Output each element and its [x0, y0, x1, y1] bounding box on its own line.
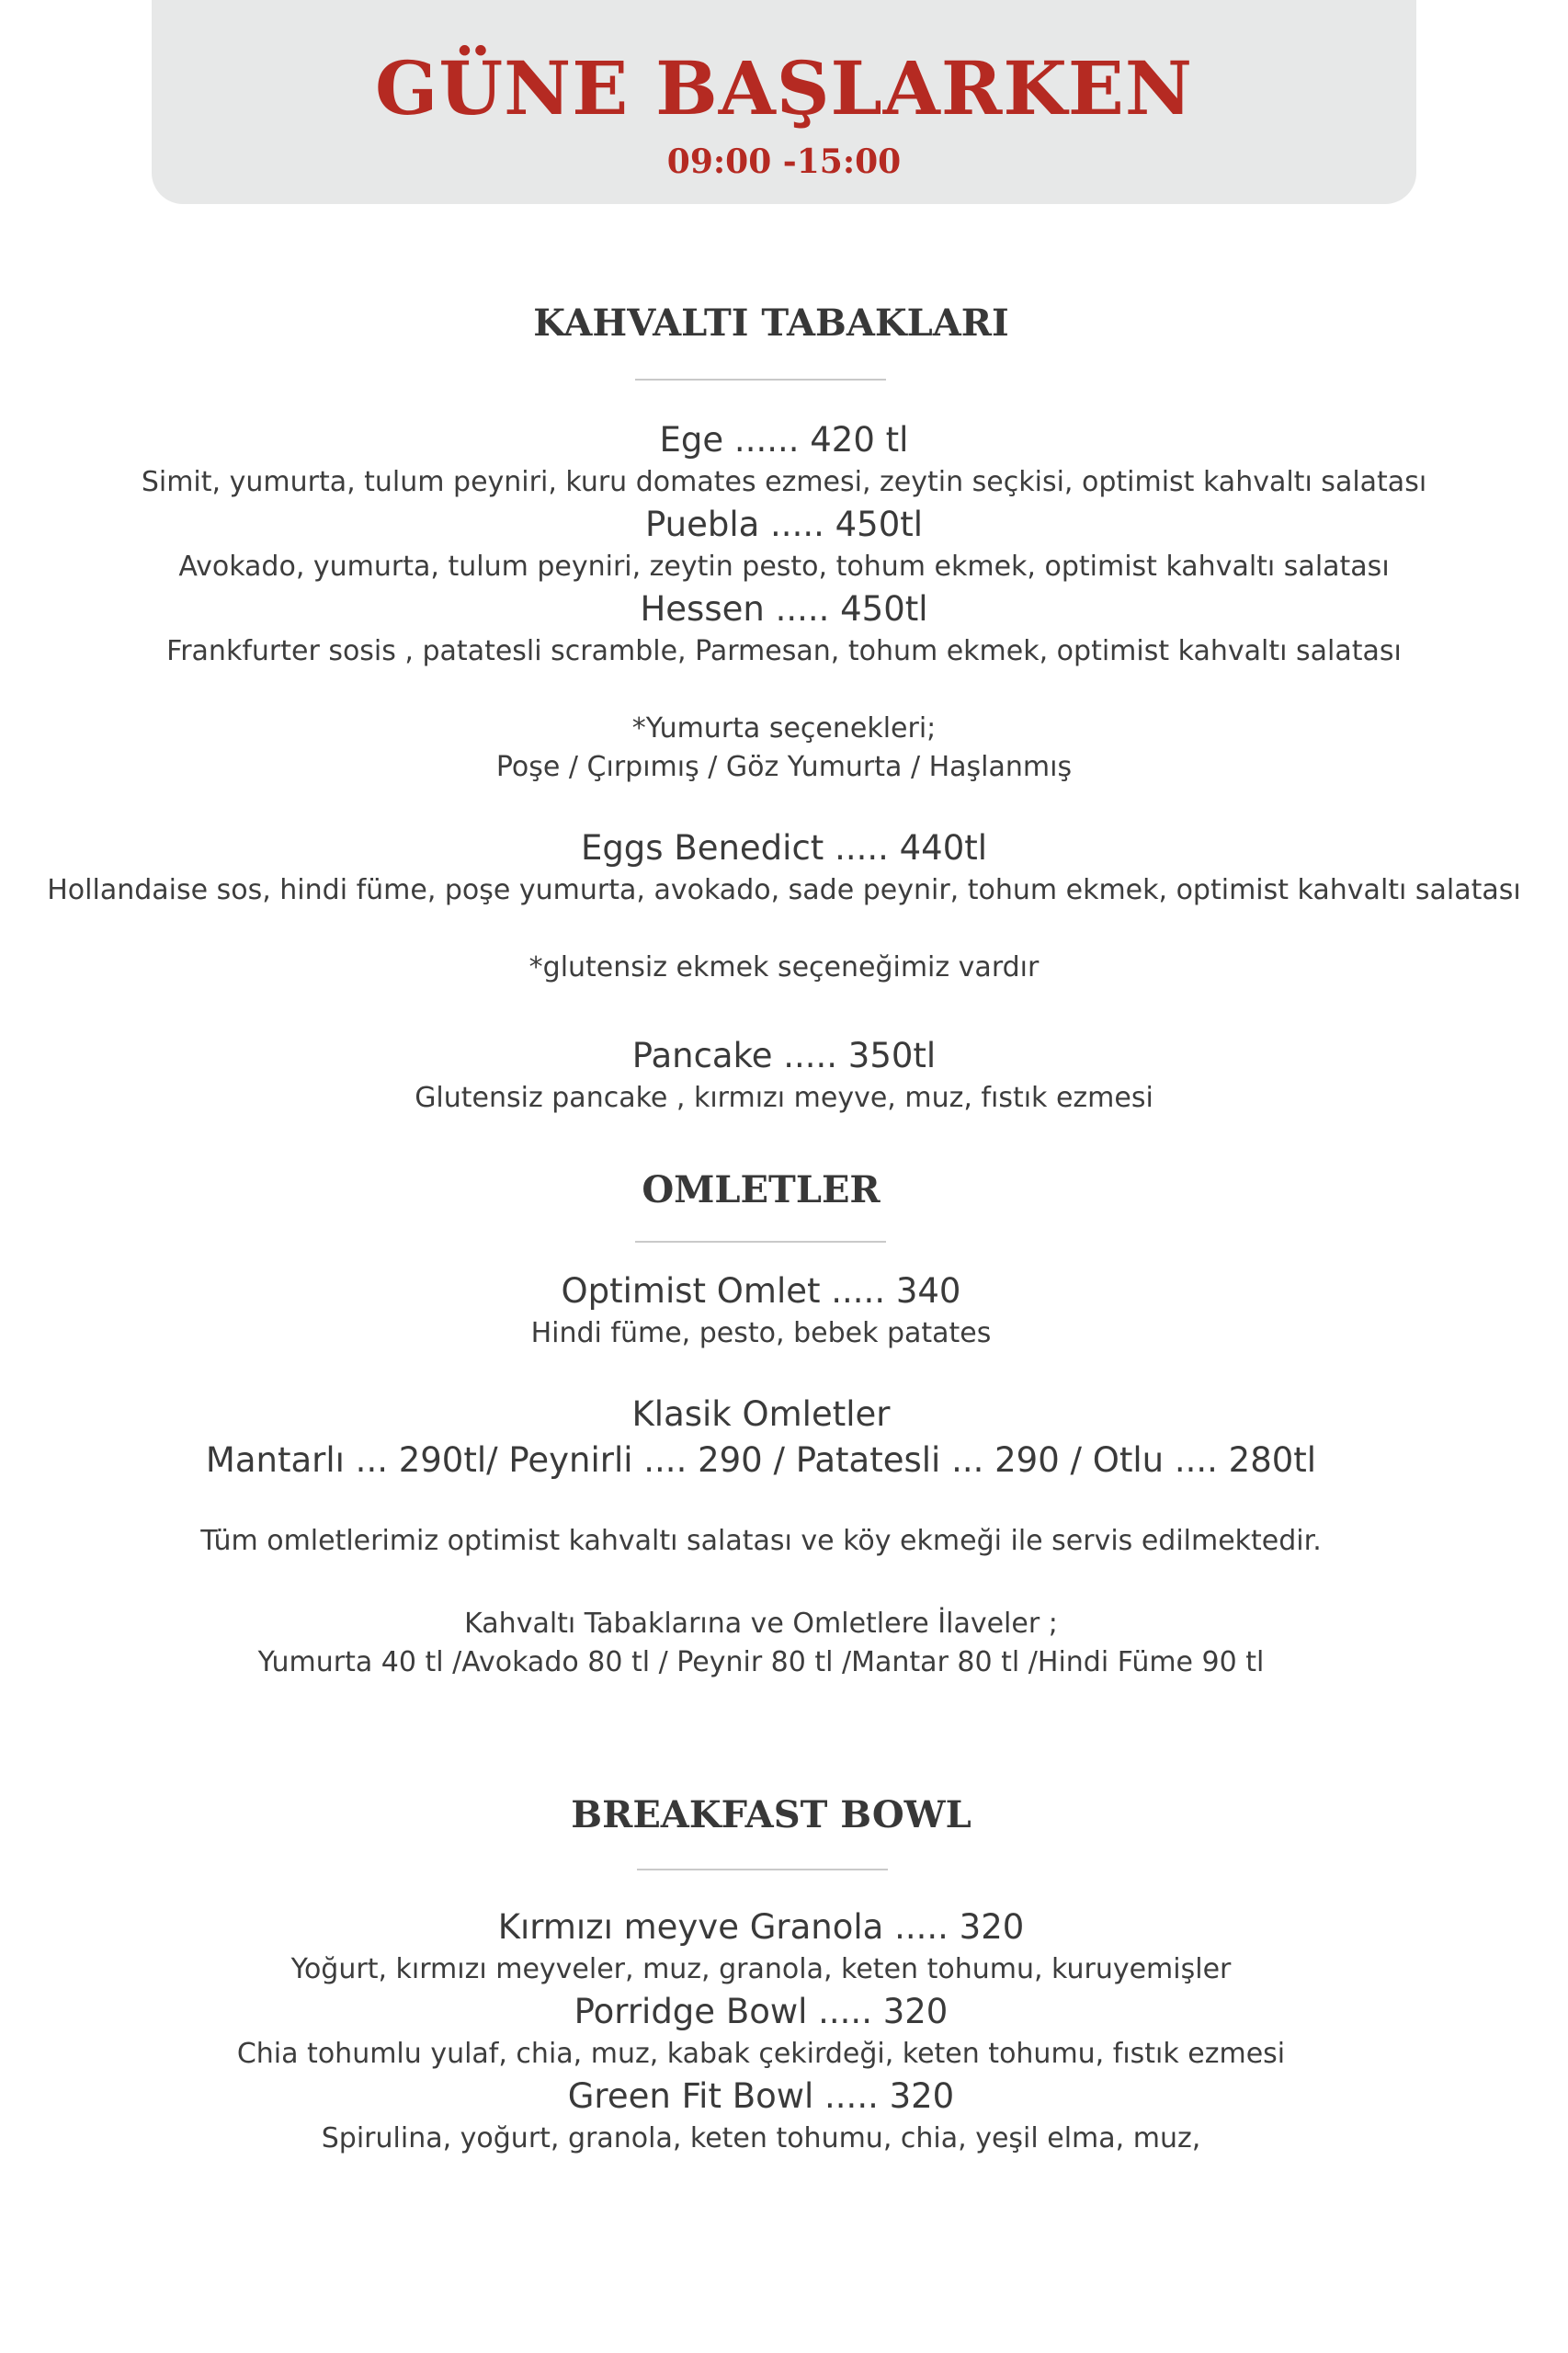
section-title-breakfast-bowl: BREAKFAST BOWL — [571, 1793, 971, 1836]
section-title-kahvalti: KAHVALTI TABAKLARI — [533, 301, 1009, 345]
menu-title: GÜNE BAŞLARKEN — [375, 45, 1193, 131]
section-divider — [635, 379, 886, 381]
menu-item-granola: Kırmızı meyve Granola ..... 320 — [497, 1907, 1025, 1947]
extras-title: Kahvaltı Tabaklarına ve Omletlere İlaveler ; — [464, 1608, 1058, 1640]
menu-header — [152, 0, 1416, 204]
klasik-omletler-prices: Mantarlı ... 290tl/ Peynirli .... 290 / Patatesli ... 290 / Otlu .... 280tl — [205, 1440, 1317, 1480]
menu-item-optimist-omlet: Optimist Omlet ..... 340 — [561, 1271, 961, 1311]
section-divider — [637, 1869, 888, 1870]
menu-item-eggs-benedict: Eggs Benedict ..... 440tl — [580, 828, 988, 868]
omlet-service-note: Tüm omletlerimiz optimist kahvaltı salatası ve köy ekmeği ile servis edilmektedir. — [200, 1525, 1322, 1557]
egg-options-title: *Yumurta seçenekleri; — [631, 712, 937, 745]
menu-item-granola-desc: Yoğurt, kırmızı meyveler, muz, granola, keten tohumu, kuruyemişler — [290, 1953, 1232, 1985]
menu-item-puebla-desc: Avokado, yumurta, tulum peyniri, zeytin pesto, tohum ekmek, optimist kahvaltı salatası — [178, 551, 1390, 583]
menu-item-porridge-bowl-desc: Chia tohumlu yulaf, chia, muz, kabak çekirdeği, keten tohumu, fıstık ezmesi — [236, 2038, 1286, 2070]
menu-item-hessen-desc: Frankfurter sosis , patatesli scramble, Parmesan, tohum ekmek, optimist kahvaltı salatası — [166, 635, 1402, 667]
menu-item-pancake-desc: Glutensiz pancake , kırmızı meyve, muz, fıstık ezmesi — [415, 1082, 1153, 1114]
menu-item-green-fit-bowl-desc: Spirulina, yoğurt, granola, keten tohumu, chia, yeşil elma, muz, — [321, 2122, 1201, 2154]
menu-item-hessen: Hessen ..... 450tl — [640, 589, 928, 629]
menu-item-optimist-omlet-desc: Hindi füme, pesto, bebek patates — [530, 1317, 992, 1349]
menu-item-ege: Ege ...... 420 tl — [659, 420, 909, 460]
gluten-note: *glutensiz ekmek seçeneğimiz vardır — [528, 951, 1040, 983]
menu-item-ege-desc: Simit, yumurta, tulum peyniri, kuru domates ezmesi, zeytin seçkisi, optimist kahvaltı salatası — [141, 466, 1427, 498]
section-title-omletler: OMLETLER — [642, 1168, 881, 1211]
extras-prices: Yumurta 40 tl /Avokado 80 tl / Peynir 80 tl /Mantar 80 tl /Hindi Füme 90 tl — [257, 1646, 1265, 1678]
menu-item-puebla: Puebla ..... 450tl — [644, 505, 924, 544]
klasik-omletler-title: Klasik Omletler — [631, 1394, 891, 1434]
menu-item-eggs-benedict-desc: Hollandaise sos, hindi füme, poşe yumurta, avokado, sade peynir, tohum ekmek, optimist kahvaltı salatası — [47, 874, 1521, 906]
menu-item-green-fit-bowl: Green Fit Bowl ..... 320 — [567, 2076, 955, 2116]
section-divider — [635, 1241, 886, 1243]
menu-hours: 09:00 -15:00 — [666, 142, 902, 181]
menu-item-pancake: Pancake ..... 350tl — [631, 1036, 937, 1075]
menu-item-porridge-bowl: Porridge Bowl ..... 320 — [574, 1992, 949, 2031]
egg-options: Poşe / Çırpımış / Göz Yumurta / Haşlanmış — [495, 751, 1073, 783]
